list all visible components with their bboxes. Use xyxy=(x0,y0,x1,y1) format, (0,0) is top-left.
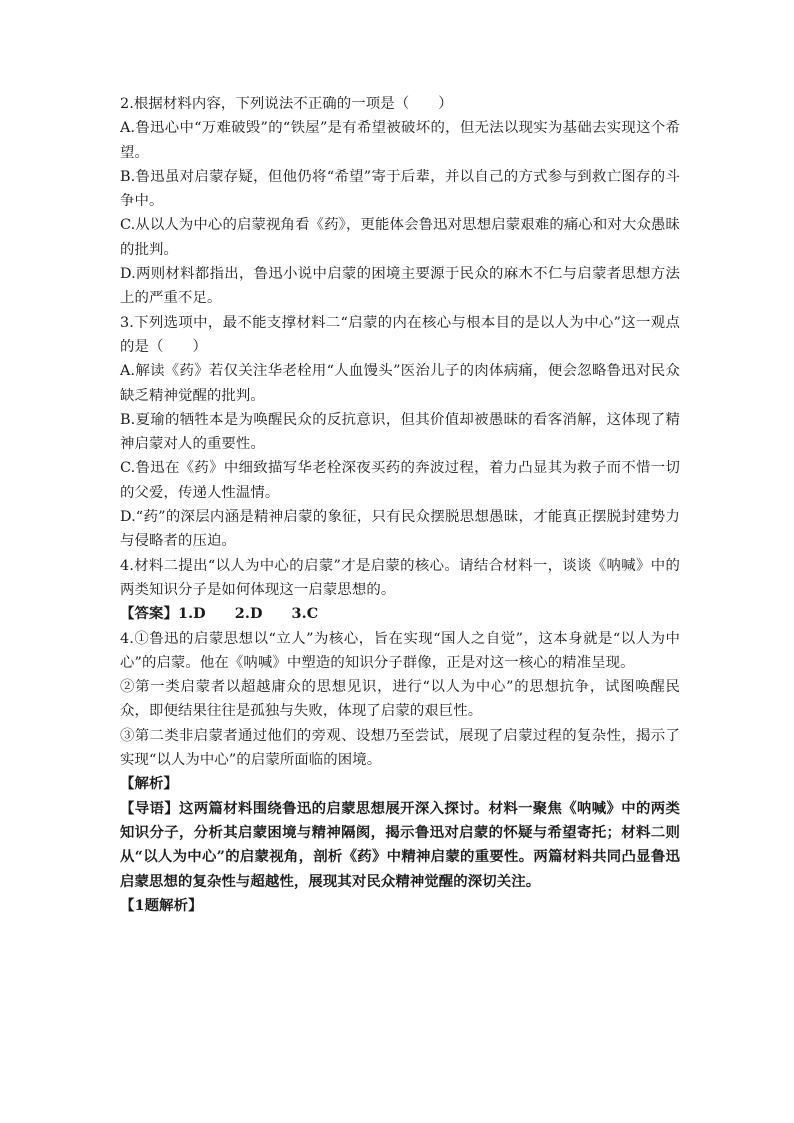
question-2-option-a: A.鲁迅心中“万难破毁”的“铁屋”是有希望被破坏的，但无法以现实为基础去实现这个希望。 xyxy=(120,120,680,161)
question-2-stem: 2.根据材料内容，下列说法不正确的一项是（ ） xyxy=(120,96,453,112)
answer-4-part-3: ③第二类非启蒙者通过他们的旁观、设想乃至尝试，展现了启蒙过程的复杂性，揭示了实现“以人为中心”的启蒙所面临的困境。 xyxy=(120,727,680,769)
question-2-option-d: D.两则材料都指出，鲁迅小说中启蒙的困境主要源于民众的麻木不仁与启蒙者思想方法上的严重不足。 xyxy=(120,266,680,307)
question-3-option-d: D.“药”的深层内涵是精神启蒙的象征，只有民众摆脱思想愚昧，才能真正摆脱封建势力与侵略者的压迫。 xyxy=(120,509,680,550)
question-1-analysis-heading: 【1题解析】 xyxy=(120,896,203,914)
question-4-stem: 4.材料二提出“以人为中心的启蒙”才是启蒙的核心。请结合材料一，谈谈《呐喊》中的两类知识分子是如何体现这一启蒙思想的。 xyxy=(120,557,680,598)
answer-4-part-2: ②第一类启蒙者以超越庸众的思想见识，进行“以人为中心”的思想抗争，试图唤醒民众，即便结果往往是孤独与失败，体现了启蒙的艰巨性。 xyxy=(120,679,680,720)
question-3-option-b: B.夏瑜的牺牲本是为唤醒民众的反抗意识，但其价值却被愚昧的看客消解，这体现了精神启蒙对人的重要性。 xyxy=(120,411,680,453)
question-3-stem: 3.下列选项中，最不能支撑材料二“启蒙的内在核心与根本目的是以人为中心”这一观点的是（ ） xyxy=(120,314,680,355)
question-2-option-b: B.鲁迅虽对启蒙存疑，但他仍将“希望”寄于后辈，并以自己的方式参与到救亡图存的斗争中。 xyxy=(120,168,680,210)
document-page xyxy=(120,92,680,918)
question-2-option-c: C.从以人为中心的启蒙视角看《药》，更能体会鲁迅对思想启蒙艰难的痛心和对大众愚昧的批判。 xyxy=(120,217,680,258)
guide-paragraph: 【导语】这两篇材料围绕鲁迅的启蒙思想展开深入探讨。材料一聚焦《呐喊》中的两类知识分子，分析其启蒙困境与精神隔阂，揭示鲁迅对启蒙的怀疑与希望寄托；材料二则从“以人为中心”的启蒙视角，剖析《药》中精神启蒙的重要性。两篇材料共同凸显鲁迅启蒙思想的复杂性与超越性，展现其对民众精神觉醒的深切关注。 xyxy=(120,799,680,890)
answer-4-part-1: 4.①鲁迅的启蒙思想以“立人”为核心，旨在实现“国人之自觉”，这本身就是“以人为中心”的启蒙。他在《呐喊》中塑造的知识分子群像，正是对这一核心的精准呈现。 xyxy=(120,630,680,671)
question-3-option-c: C.鲁迅在《药》中细致描写华老栓深夜买药的奔波过程，着力凸显其为救子而不惜一切的父爱，传递人性温情。 xyxy=(120,460,680,501)
answer-line: 【答案】1.D 2.D 3.C xyxy=(120,605,319,623)
question-3-option-a: A.解读《药》若仅关注华老栓用“人血馒头”医治儿子的肉体病痛，便会忽略鲁迅对民众缺乏精神觉醒的批判。 xyxy=(120,363,680,404)
analysis-heading: 【解析】 xyxy=(120,775,178,793)
